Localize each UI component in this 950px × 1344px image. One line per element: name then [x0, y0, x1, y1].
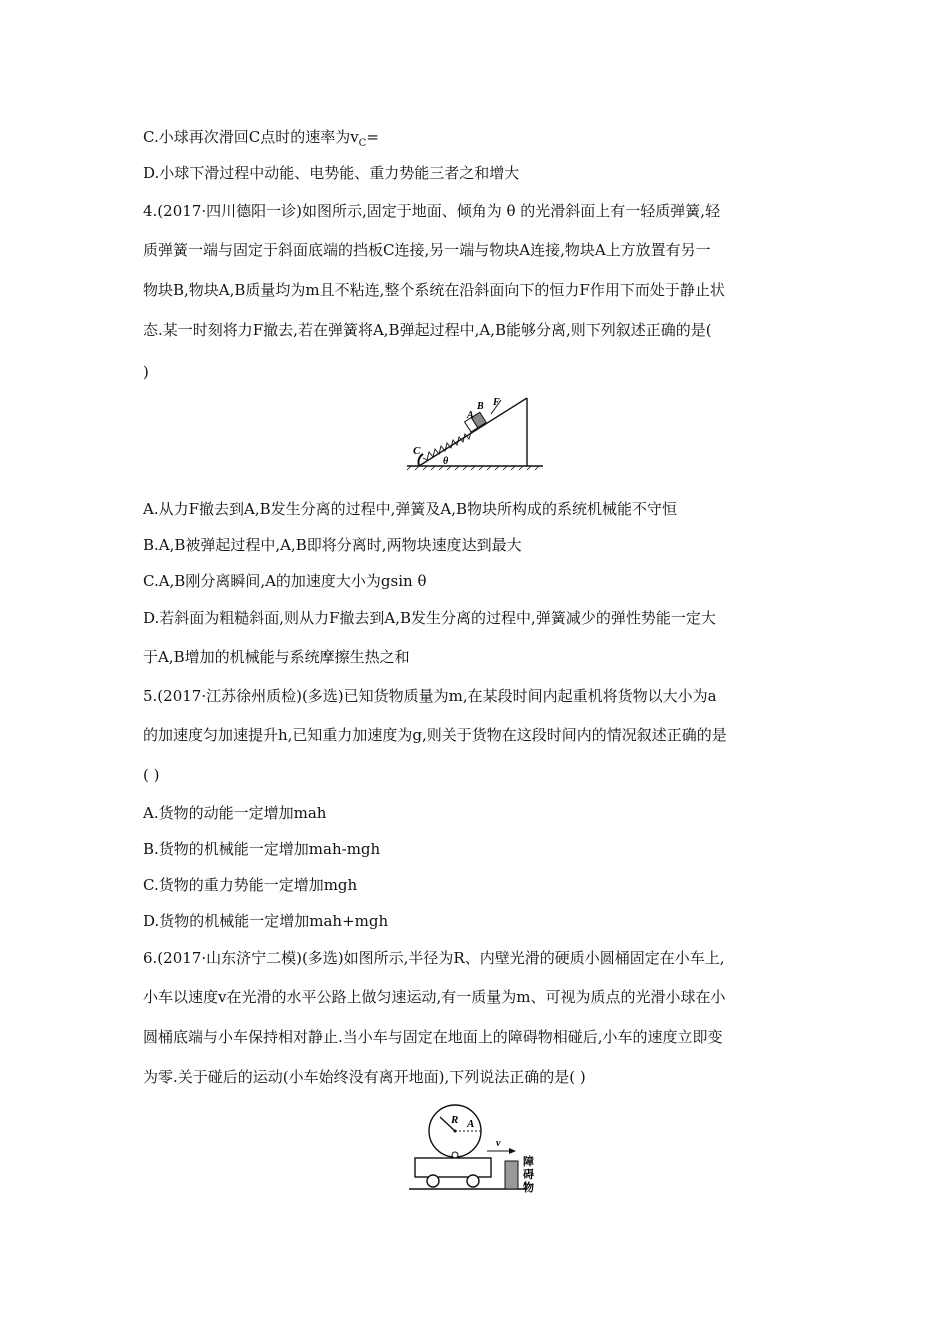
question-4-line-4: 态.某一时刻将力F撤去,若在弹簧将A,B弹起过程中,A,B能够分离,则下列叙述正确的是( — [143, 321, 712, 339]
option-c-q4: C.A,B刚分离瞬间,A的加速度大小为gsin θ — [143, 572, 427, 590]
label-f: F — [493, 397, 500, 408]
option-a-q4: A.从力F撤去到A,B发生分离的过程中,弹簧及A,B物块所构成的系统机械能不守恒 — [143, 500, 678, 518]
label-obstacle-3: 物 — [523, 1182, 534, 1194]
subscript-c: C — [358, 138, 367, 149]
option-b-q4: B.A,B被弹起过程中,A,B即将分离时,两物块速度达到最大 — [143, 536, 522, 554]
question-4-line-5: ) — [143, 363, 149, 381]
incline-spring-figure — [405, 392, 545, 470]
question-5-line-2: 的加速度匀加速提升h,已知重力加速度为g,则关于货物在这段时间内的情况叙述正确的是 — [143, 726, 727, 744]
question-4-line-1: 4.(2017·四川德阳一诊)如图所示,固定于地面、倾角为 θ 的光滑斜面上有一轻质弹簧,轻 — [143, 202, 721, 220]
label-obstacle-2: 碍 — [523, 1169, 534, 1181]
option-d-q4-line-2: 于A,B增加的机械能与系统摩擦生热之和 — [143, 648, 410, 666]
question-6-line-2: 小车以速度v在光滑的水平公路上做匀速运动,有一质量为m、可视为质点的光滑小球在小 — [143, 988, 726, 1006]
label-a: A — [467, 410, 474, 421]
option-c-q3: C.小球再次滑回C点时的速率为$v_C=$ — [143, 128, 379, 149]
question-5-line-3: ( ) — [143, 766, 160, 784]
cart-cylinder-figure — [405, 1103, 550, 1197]
question-4-line-2: 质弹簧一端与固定于斜面底端的挡板C连接,另一端与物块A连接,物块A上方放置有另一 — [143, 241, 711, 259]
question-6-line-4: 为零.关于碰后的运动(小车始终没有离开地面),下列说法正确的是( ) — [143, 1068, 586, 1086]
option-b-q5: B.货物的机械能一定增加mah-mgh — [143, 840, 381, 858]
label-theta: θ — [443, 456, 449, 467]
option-a-q5: A.货物的动能一定增加mah — [143, 804, 327, 822]
label-v: v — [496, 1138, 501, 1149]
option-c-q5: C.货物的重力势能一定增加mgh — [143, 876, 358, 894]
question-4-line-3: 物块B,物块A,B质量均为m且不粘连,整个系统在沿斜面向下的恒力F作用下而处于静止状 — [143, 281, 725, 299]
option-d-q4-line-1: D.若斜面为粗糙斜面,则从力F撤去到A,B发生分离的过程中,弹簧减少的弹性势能一定大 — [143, 609, 716, 627]
label-c: C — [413, 445, 421, 457]
label-a: A — [467, 1118, 475, 1130]
label-b: B — [477, 401, 484, 412]
question-6-line-1: 6.(2017·山东济宁二模)(多选)如图所示,半径为R、内壁光滑的硬质小圆桶固定在小车上, — [143, 949, 725, 967]
question-6-line-3: 圆桶底端与小车保持相对静止.当小车与固定在地面上的障碍物相碰后,小车的速度立即变 — [143, 1028, 723, 1046]
option-d-q3: D.小球下滑过程中动能、电势能、重力势能三者之和增大 — [143, 164, 520, 182]
option-d-q5: D.货物的机械能一定增加mah+mgh — [143, 912, 389, 930]
label-r: R — [451, 1114, 459, 1126]
question-5-line-1: 5.(2017·江苏徐州质检)(多选)已知货物质量为m,在某段时间内起重机将货物以大小为a — [143, 687, 717, 705]
label-obstacle-1: 障 — [523, 1156, 534, 1168]
